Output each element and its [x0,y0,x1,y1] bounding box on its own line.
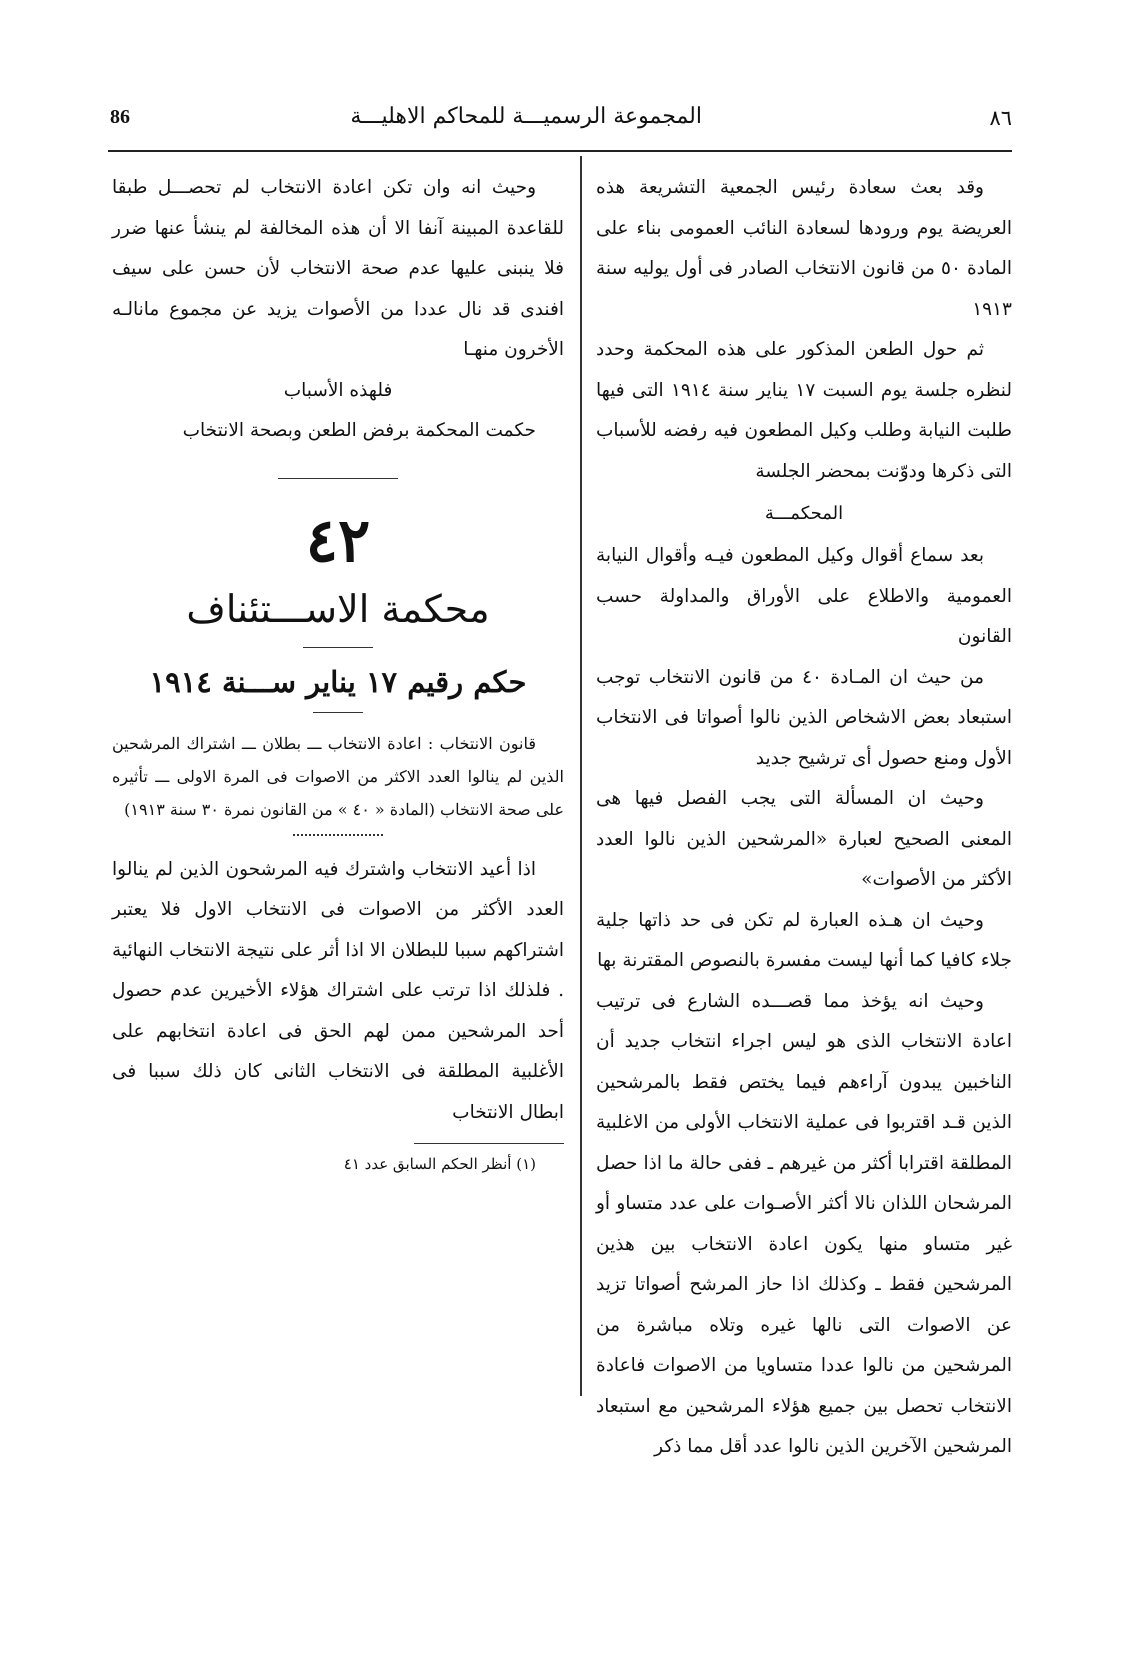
paragraph: ثم حول الطعن المذكور على هذه المحكمة وحدد لنظره جلسة يوم السبت ١٧ يناير سنة ١٩١٤ التى فيها طلبت النيابة وطلب وكيل المطعون فيه رفضه للأسباب التى ذكرها ودوّنت بمحضر الجلسة [596,339,1012,482]
left-column [112,168,564,1178]
title-rule [303,647,373,648]
page-header [110,100,1012,140]
paragraph: وحيث انه وان تكن اعادة الانتخاب لم تحصـــل طبقا للقاعدة المبينة آنفا الا أن هذه المخالفة لم ينشأ عنها ضرر فلا ينبنى عليها عدم صحة الانتخاب لأن حسن على سيف افندى قد نال عددا من الأصوات يزيد عن مجموع مانالـه الأخرون منهـا [112,177,564,360]
paragraph: وحيث ان المسألة التى يجب الفصل فيها هى المعنى الصحيح لعبارة «المرشحين الذين نالوا العدد الأكثر من الأصوات» [596,788,1012,890]
page-number-latin: 86 [110,106,130,128]
right-column [596,168,1012,1468]
headnote: اذا أعيد الانتخاب واشترك فيه المرشحون الذين لم ينالوا العدد الأكثر من الاصوات فى الانتخاب الاول فلا يعتبر اشتراكهم سببا للبطلان الا اذا أثر على نتيجة الانتخاب النهائية . فلذلك اذا ترتب على اشتراك هؤلاء الأخيرين عدم حصول أحد المرشحين ممن لهم الحق فى اعادة انتخابهم على الأغلبية المطلقة فى الانتخاب الثانى كان ذلك سببا فى ابطال الانتخاب [112,858,564,1123]
section-heading: المحكمـــة [764,503,844,524]
column-divider [580,156,582,1396]
paragraph: بعد سماع أقوال وكيل المطعون فيـه وأقوال النيابة العمومية والاطلاع على الأوراق والمداولة حسب القانون [596,545,1012,647]
dotted-divider [293,834,383,836]
section-rule [278,478,398,479]
header-rule [108,150,1012,152]
conclusion-heading: فلهذه الأسباب [283,379,393,401]
footnote: (١) أنظر الحكم السابق عدد ٤١ [343,1155,536,1173]
paragraph: وحيث ان هـذه العبارة لم تكن فى حد ذاتها جلية جلاء كافيا كما أنها ليست مفسرة بالنصوص المقترنة بها [596,909,1012,971]
paragraph: وقد بعث سعادة رئيس الجمعية التشريعة هذه العريضة يوم ورودها لسعادة النائب العمومى بناء على المادة ٥٠ من قانون الانتخاب الصادر فى أول يوليه سنة ١٩١٣ [596,177,1013,320]
paragraph: وحيث انه يؤخذ مما قصـــده الشارع فى ترتيب اعادة الانتخاب الذى هو ليس اجراء انتخاب جديد أن الناخبين يبدون آراءهم فيما يختص فقط بالمرشحين الذين قـد اقتربوا فى عملية الانتخاب الأولى من الاغلبية المطلقة اقترابا أكثر من غيرهم ـ ففى حالة ما اذا حصل المرشحان اللذان نالا أكثر الأصـوات على عدد متساو أو غير متساو منها يكون اعادة الانتخاب بين هذين المرشحين فقط ـ وكذلك اذا حاز المرشح أصواتا تزيد عن الاصوات التى نالها غيره وتلاه مباشرة من المرشحين من نالوا عددا متساويا من الاصوات فاعادة الانتخاب تحصل بين جميع هؤلاء المرشحين مع استبعاد المرشحين الآخرين الذين نالوا عدد أقل مما ذكر [596,990,1012,1457]
ruling-title: حكم رقيم ١٧ يناير ســـنة ١٩١٤ [149,664,527,699]
case-number: ٤٢ [305,505,371,576]
page-number-arabic: ٨٦ [989,106,1012,130]
paragraph: من حيث ان المـادة ٤٠ من قانون الانتخاب توجب استبعاد بعض الاشخاص الذين نالوا أصواتا فى الانتخاب الأول ومنع حصول أى ترشيح جديد [596,666,1012,769]
court-name: محكمة الاســـتئناف [186,586,490,631]
verdict: حكمت المحكمة برفض الطعن وبصحة الانتخاب [182,420,536,441]
running-title: المجموعة الرسميـــة للمحاكم الاهليـــة [350,104,702,129]
case-summary: قانون الانتخاب : اعادة الانتخاب ـــ بطلان ـــ اشتراك المرشحين الذين لم ينالوا العدد الاكثر من الاصوات فى المرة الاولى ـــ تأثيره على صحة الانتخاب (المادة « ٤٠ » من القانون نمرة ٣٠ سنة ١٩١٣) [112,733,564,819]
title-rule [313,712,363,713]
footnote-rule [414,1143,564,1144]
